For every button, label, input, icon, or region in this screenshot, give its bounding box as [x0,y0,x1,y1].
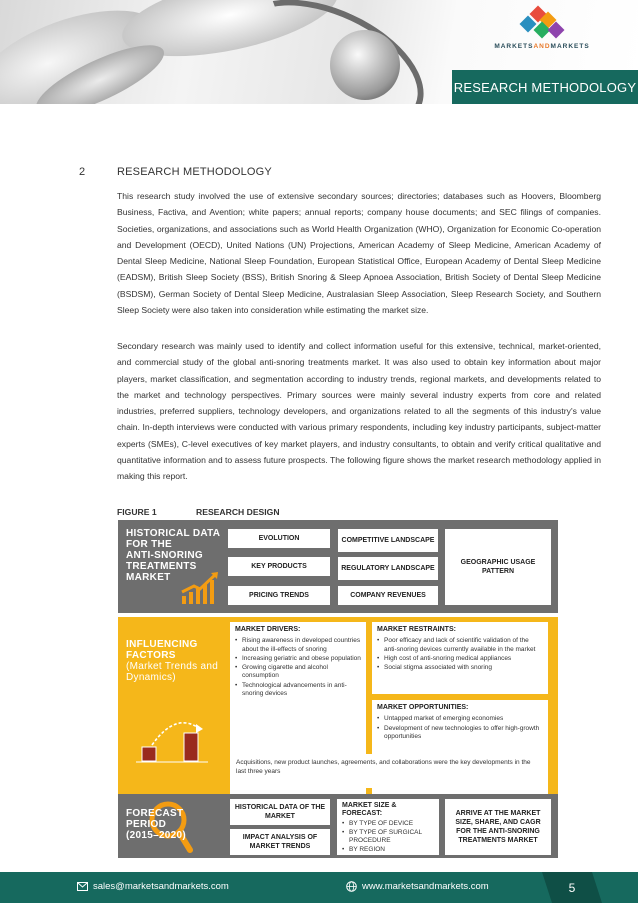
page-footer [0,872,638,903]
regulatory-landscape-box: REGULATORY LANDSCAPE [338,557,438,580]
historical-band-title: HISTORICAL DATA FOR THE ANTI-SNORING TREATMENTS MARKET [126,528,221,583]
evolution-box: EVOLUTION [228,529,330,548]
historical-data-box: HISTORICAL DATA OF THE MARKET [230,799,330,825]
forecast-period-band [118,794,558,858]
key-products-box: KEY PRODUCTS [228,557,330,576]
arrive-at-market-size-box: ARRIVE AT THE MARKET SIZE, SHARE, AND CAGR FOR THE ANTI-SNORING TREATMENTS MARKET [445,799,551,855]
influencing-band-title: INFLUENCING FACTORS (Market Trends and Dynamics) [126,639,219,683]
section-title: RESEARCH METHODOLOGY [117,166,272,178]
list-item: • Rising awareness in developed countries about the ill-effects of snoring [235,637,361,654]
footer-website[interactable] [346,881,489,892]
market-drivers-heading: MARKET DRIVERS: [235,626,301,633]
header-section-title: RESEARCH METHODOLOGY [452,70,638,104]
footer-email[interactable] [77,881,229,892]
figure-number: FIGURE 1 [117,507,157,517]
research-design-diagram [118,520,558,860]
market-size-box [337,799,439,855]
market-restraints-box [372,622,548,694]
influence-chart-icon [136,717,208,787]
pricing-trends-box: PRICING TRENDS [228,586,330,605]
list-item: • BY REGION [342,846,434,854]
body-paragraph: Secondary research was mainly used to identify and collect information useful for this extensive, technical, market-oriented, and commercial study of the global anti-snoring treatments market. It was also used to obtain key information about major players, market classification, and segmentation according to industry trends, regional markets, and developments related to the market and technology perspectives. Primary sources were mainly several industry experts from core and related industries, preferred suppliers, technology developers, and organizations related to all the segments of this industry's value chain. In-depth interviews were conducted with various primary respondents, including key industry participants, subject-matter experts (SMEs), C-level executives of key market players, and industry consultants, to obtain and verify critical qualitative and quantitative information and to assess future prospects. The following figure shows the market research methodology applied in making this report. [117,341,601,482]
historical-data-band [118,520,558,613]
globe-icon [346,881,357,892]
market-opportunities-heading: MARKET OPPORTUNITIES: [377,704,469,711]
stethoscope-tube [216,0,444,104]
list-item: • Development of new technologies to offer high-growth opportunities [377,725,543,742]
stethoscope-chest-piece [330,30,400,100]
footer-website-text[interactable]: www.marketsandmarkets.com [362,881,489,892]
market-restraints-heading: MARKET RESTRAINTS: [377,626,456,633]
forecast-band-title: FORECAST PERIOD (2015–2020) [126,808,187,841]
impact-analysis-box: IMPACT ANALYSIS OF MARKET TRENDS [230,829,330,855]
logo-wordmark: MARKETSANDMARKETS [494,43,590,50]
company-revenues-box: COMPANY REVENUES [338,586,438,605]
developments-note: Acquisitions, new product launches, agreements, and collaborations were the key developments in the last three years [230,754,548,788]
geographic-usage-box: GEOGRAPHIC USAGE PATTERN [445,529,551,605]
envelope-icon [77,882,88,891]
competitive-landscape-box: COMPETITIVE LANDSCAPE [338,529,438,552]
list-item: • BY TYPE OF SURGICAL PROCEDURE [342,829,434,846]
body-paragraph: This research study involved the use of extensive secondary sources; directories; databases such as Hoovers, Bloomberg Business, Factiva, and Avention; white papers; annual reports; company house documents; and SEC filings of companies. Societies, organizations, and associations such as World Health Organization (WHO), Organization for Economic Co-operation and Development (OECD), United Nations (UN) Projections, American Academy of Sleep Medicine, American Academy of Dental Sleep Medicine, National Sleep Foundation, European Statistical Office, European Academy of Dental Sleep Medicine (EADSM), British Sleep Society (BSS), British Snoring & Sleep Apnoea Association, British Society of Dental Sleep Medicine (BSDSM), German Society of Dental Sleep Medicine, Australasian Sleep Association, Sleep Research Society, and Southern Sleep Society were also taken into consideration while estimating the market size. [117,191,601,316]
list-item: • Social stigma associated with snoring [377,664,543,672]
list-item: • Increasing geriatric and obese population [235,655,361,663]
list-item: • Technological advancements in anti-snoring devices [235,682,361,699]
list-item: • Poor efficacy and lack of scientific validation of the anti-snoring devices currently available in the market [377,637,543,654]
market-size-heading: MARKET SIZE & FORECAST: [342,802,397,818]
header-banner [0,0,638,104]
section-number: 2 [79,166,86,178]
footer-email-text[interactable]: sales@marketsandmarkets.com [93,881,229,892]
list-item: • Untapped market of emerging economies [377,715,543,723]
figure-title: RESEARCH DESIGN [196,507,280,517]
list-item: • Growing cigarette and alcohol consumption [235,664,361,681]
list-item: • BY TYPE OF DEVICE [342,820,434,828]
list-item: • High cost of anti-snoring medical appliances [377,655,543,663]
page-number: 5 [552,872,592,903]
growth-chart-icon [180,570,222,604]
